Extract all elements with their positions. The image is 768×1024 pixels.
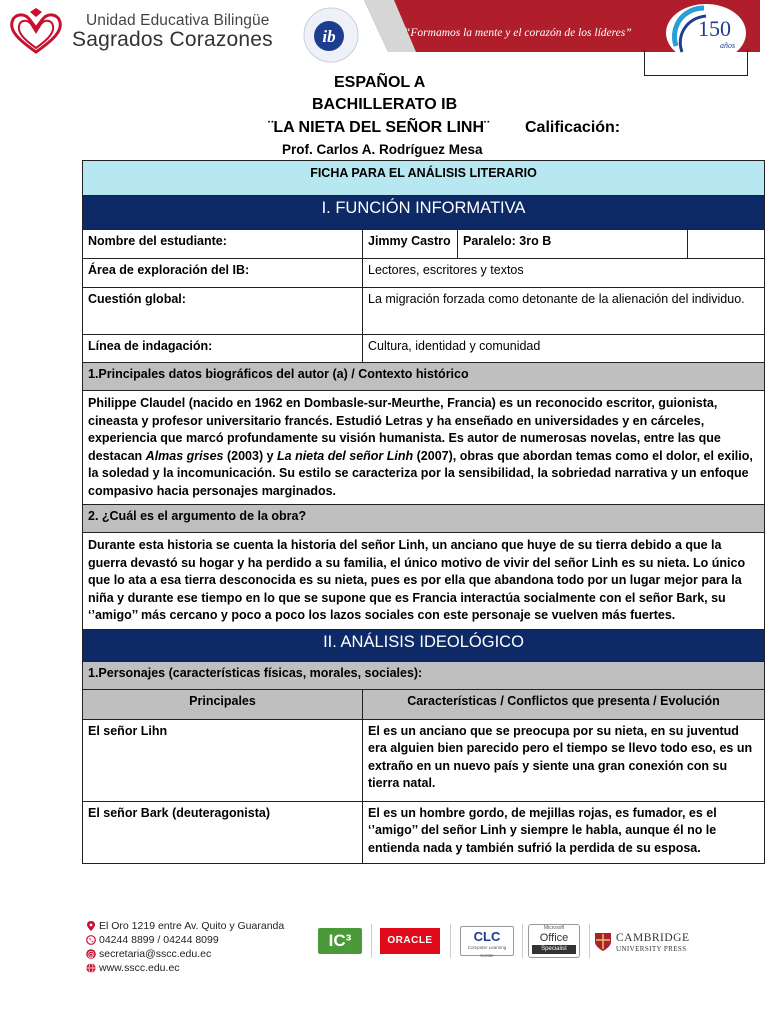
clc-logo [460, 924, 514, 958]
student-name: Jimmy Castro [363, 230, 458, 259]
area-row [83, 259, 765, 288]
character-row [83, 801, 765, 864]
cambridge-logo-subtext: UNIVERSITY PRESS [616, 945, 687, 953]
grade-box [644, 50, 748, 76]
office-logo-text: Office [539, 932, 569, 944]
anniversary-unit: años [720, 41, 736, 50]
q1-text-3: (2007), obras que abordan temas como el dolor, el exilio, la soledad y la incomunicación. Su estilo se caracteriza por la sensibilidad, la sobriedad narrativa y un enfoque compasivo hacia personajes marginados. [88, 448, 753, 498]
literary-analysis-sheet [82, 160, 765, 864]
q2-title-row [83, 505, 765, 533]
ic3-logo-text: IC³ [318, 928, 362, 954]
cuestion-value: La migración forzada como detonante de la alienación del individuo. [363, 288, 765, 335]
section2-title: II. ANÁLISIS IDEOLÓGICO [83, 629, 765, 661]
col-caracteristicas: Características / Conflictos que presenta / Evolución [363, 689, 765, 719]
student-row [83, 230, 765, 259]
globe-icon [86, 963, 96, 973]
linea-label: Línea de indagación: [83, 335, 363, 363]
q1-answer [83, 391, 765, 505]
address-text: El Oro 1219 entre Av. Quito y Guaranda [99, 920, 285, 932]
svg-text:ib: ib [322, 27, 336, 46]
email-text[interactable]: secretaria@sscc.edu.ec [99, 948, 212, 960]
clc-logo-frame [460, 926, 514, 956]
logo-divider [371, 924, 372, 958]
ic3-logo [318, 924, 364, 958]
phone-text: 04244 8899 / 04244 8099 [99, 934, 219, 946]
character-name: El señor Bark (deuteragonista) [83, 801, 363, 864]
area-value: Lectores, escritores y textos [363, 259, 765, 288]
cambridge-logo [594, 924, 704, 958]
program-title: BACHILLERATO IB [312, 96, 458, 113]
sheet-title: FICHA PARA EL ANÁLISIS LITERARIO [83, 161, 765, 196]
footer-phone [86, 934, 219, 946]
empty-cell [688, 230, 765, 259]
character-desc: El es un hombre gordo, de mejillas rojas, es fumador, es el ‘’amigo’’ del señor Linh y siempre le habla, aunque él no le entienda nada y también sufrió la perdida de su esposa. [363, 801, 765, 864]
personajes-title-row [83, 661, 765, 689]
oracle-logo [380, 924, 440, 958]
q1-title-row [83, 363, 765, 391]
cuestion-label: Cuestión global: [83, 288, 363, 335]
student-label: Nombre del estudiante: [83, 230, 363, 259]
q2-title: 2. ¿Cuál es el argumento de la obra? [83, 505, 765, 533]
svg-text:@: @ [87, 949, 95, 959]
linea-value: Cultura, identidad y comunidad [363, 335, 765, 363]
school-name-line1: Unidad Educativa Bilingüe [86, 12, 270, 29]
q1-answer-row [83, 391, 765, 505]
character-name: El señor Lihn [83, 719, 363, 801]
clc-logo-subtext: Computer Learning Center [467, 945, 507, 958]
q2-answer-row [83, 533, 765, 630]
motto-text: “Formamos la mente y el corazón de los líderes” [404, 27, 632, 39]
subject-title: ESPAÑOL A [334, 74, 426, 91]
anniversary-number: 150 [698, 16, 731, 41]
q1-title: 1.Principales datos biográficos del autor (a) / Contexto histórico [83, 363, 765, 391]
col-principales: Principales [83, 689, 363, 719]
work-title: ¨LA NIETA DEL SEÑOR LINH¨ [268, 119, 490, 136]
office-logo-brand: Microsoft [543, 925, 565, 931]
cuestion-row [83, 288, 765, 335]
phone-icon [86, 935, 96, 945]
character-desc: El es un anciano que se preocupa por su nieta, en su juventud era alguien bien parecido pero el tiempo se llevo todo eso, es un extraño en un nuevo país y siente una gran conexión con su tierra natal. [363, 719, 765, 801]
logo-divider [589, 924, 590, 958]
paralelo-value: Paralelo: 3ro B [458, 230, 688, 259]
office-logo-subtext: Specialist [532, 945, 576, 954]
q2-answer: Durante esta historia se cuenta la historia del señor Linh, un anciano que huye de su tierra debido a que la guerra devastó su hogar y ha perdido a su familia, el único motivo de vivir del señor Linh es su nieta. Lo único que lo ata a esa tierra desconocida es su nieta, pues es por ella que abandona todo por un lugar mejor para la niña y durante ese tiempo en lo que se supone que es Francia interactúa socialmente con el señor Bark, su ‘’amigo’’ más cercano y poco a poco los lazos sociales con este personaje se vuelven más fuertes. [83, 533, 765, 630]
grade-label: Calificación: [525, 119, 621, 136]
clc-logo-text: CLC [473, 929, 501, 944]
personajes-title: 1.Personajes (características físicas, morales, sociales): [83, 661, 765, 689]
ib-world-school-logo [298, 6, 364, 64]
at-sign-icon [86, 949, 96, 959]
footer-email [86, 948, 211, 960]
logo-divider [522, 924, 523, 958]
q1-text-1: Philippe Claudel (nacido en 1962 en Dombasle-sur-Meurthe, Francia) es un reconocido escritor, guionista, cineasta y profesor universitario francés. Estudió Letras y ha enseñado en universidades y en cárceles, experiencia que marcó profundamente su visión humanista. Es autor de numerosas novelas, entre las que destacan [88, 396, 721, 463]
teacher-name: Prof. Carlos A. Rodríguez Mesa [282, 142, 483, 157]
footer-web [86, 962, 180, 974]
page-header [0, 0, 768, 78]
cambridge-shield-icon [594, 932, 612, 952]
page-footer [86, 918, 726, 988]
q1-italic-1: Almas grises [145, 448, 224, 463]
characters-header-row [83, 689, 765, 719]
linea-row [83, 335, 765, 363]
web-text[interactable]: www.sscc.edu.ec [99, 962, 180, 974]
location-pin-icon [86, 921, 96, 931]
sheet-title-row [83, 161, 765, 196]
office-specialist-logo [528, 924, 582, 958]
sagrados-corazones-logo [6, 8, 66, 56]
logo-divider [450, 924, 451, 958]
q1-text-2: (2003) y [223, 448, 278, 463]
section2-title-row [83, 629, 765, 661]
section1-title: I. FUNCIÓN INFORMATIVA [83, 196, 765, 230]
q1-italic-2: La nieta del señor Linh [277, 448, 414, 463]
section1-title-row [83, 196, 765, 230]
footer-address [86, 920, 284, 932]
oracle-logo-text: ORACLE [380, 928, 440, 954]
character-row [83, 719, 765, 801]
area-label: Área de exploración del IB: [83, 259, 363, 288]
cambridge-logo-text: CAMBRIDGE [616, 932, 690, 944]
school-name-line2: Sagrados Corazones [72, 28, 273, 51]
office-logo-frame [528, 924, 580, 958]
